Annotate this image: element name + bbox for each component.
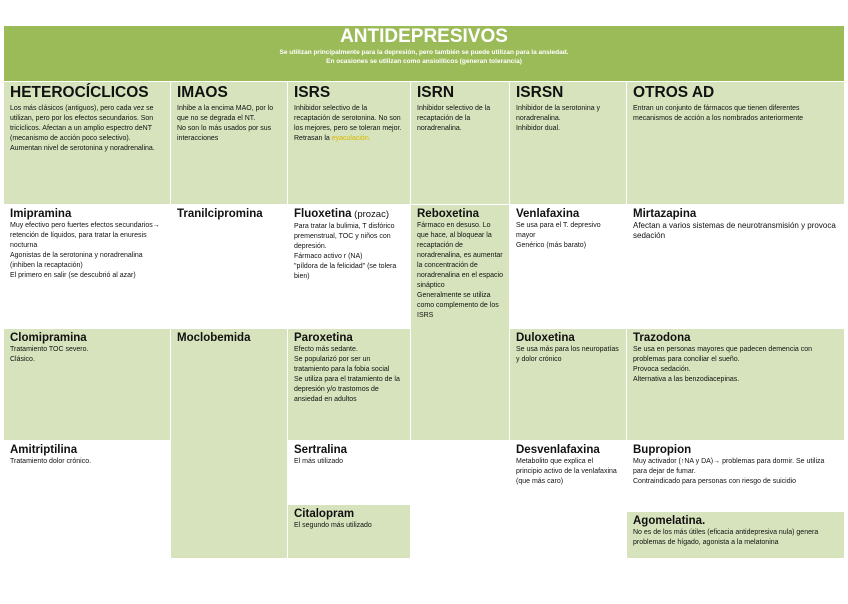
header-isrsn (510, 82, 626, 204)
drug-desc (633, 457, 838, 487)
drug-name: Sertralina (294, 444, 348, 456)
drug-name: Moclobemida (177, 332, 251, 344)
desc-line: Muy efectivo pero fuertes efectos secundarios→ retención de líquidos, para tratar la enuresis nocturna (10, 222, 160, 249)
header-imaos-desc (177, 104, 281, 144)
drug-name: Citalopram (294, 508, 355, 520)
drug-desc (417, 221, 503, 321)
drug-desc (516, 457, 620, 487)
header-heterociclicos-title: HETEROCÍCLICOS (10, 84, 149, 101)
drug-name: Clomipramina (10, 332, 87, 344)
header-heterociclicos (4, 82, 170, 204)
desc-line: Agonistas de la serotonina y noradrenalina (inhiben la recaptación) (10, 252, 143, 269)
desc-line: Se utiliza para el tratamiento de la depresión y/o trastornos de ansiedad en adultos (294, 376, 400, 403)
desc-line: Se usa en personas mayores que padecen demencia con problemas para conciliar el sueño. (633, 346, 813, 363)
page-title: ANTIDEPRESIVOS (340, 26, 508, 47)
drug-mirtazapina (627, 205, 844, 328)
drug-name: Mirtazapina (633, 208, 697, 220)
desc-line: Inhibidor selectivo de la recaptación de la noradrenalina. (417, 105, 491, 132)
desc-line: Clásico. (10, 356, 35, 363)
drug-tranilcipromina (171, 205, 287, 328)
drug-moclobemida (171, 329, 287, 558)
drug-name (294, 207, 404, 222)
desc-line: Inhibe a la encima MAO, por lo que no se degrada el NT. (177, 105, 274, 122)
desc-line: Metabolito que explica el principio activo de la venlafaxina (que más caro) (516, 458, 617, 485)
drug-duloxetina (510, 329, 626, 440)
desc-line: Se usa más para los neuropatías y dolor crónico (516, 346, 619, 363)
desc-line: Provoca sedación. (633, 366, 691, 373)
header-isrn (411, 82, 509, 204)
desc-line: No es de los más útiles (eficacia antidepresiva nula) genera problemas de hígado, agonista a la melatonina (633, 529, 819, 546)
drug-desvenlafaxina (510, 441, 626, 558)
desc-line: No son lo más usados por sus interacciones (177, 125, 272, 142)
drug-imipramina (4, 205, 170, 328)
drug-desc (633, 221, 838, 241)
desc-line: Contraindicado para personas con riesgo de suicidio (633, 478, 797, 485)
desc-line: Inhibidor selectivo de la recaptación de serotonina. No son los mejores, pero se toleran mejor. (294, 105, 402, 132)
title-banner (4, 26, 844, 82)
drug-paroxetina (288, 329, 410, 440)
drug-desc (633, 345, 838, 385)
drug-desc (294, 457, 404, 467)
desc-line: Para tratar la bulimia, T disfórico premenstrual, TOC y niños con depresión. (294, 223, 395, 250)
desc-line: Entran un conjunto de fármacos que tienen diferentes mecanismos de acción a los nombrados anteriormente (633, 105, 804, 122)
drug-desc (10, 345, 164, 365)
drug-desc (633, 528, 838, 548)
header-otros-title: OTROS AD (633, 84, 715, 101)
header-isrn-title: ISRN (417, 84, 455, 101)
drug-bupropion (627, 441, 844, 511)
drug-agomelatina (627, 512, 844, 558)
desc-line: Alternativa a las benzodiacepinas. (633, 376, 740, 383)
drug-name: Bupropion (633, 444, 692, 456)
desc-line: Tratamiento TOC severo. (10, 346, 89, 353)
desc-line: Afectan a varios sistemas de neurotransmisión y provoca sedación (633, 221, 836, 240)
desc-line: Fármaco en desuso. Lo que hace, al bloquear la recaptación de noradrenalina, es aumentar la concentración de noradrenalina en el espacio sináptico (417, 222, 504, 289)
drug-name: Agomelatina. (633, 515, 706, 527)
header-isrs (288, 82, 410, 204)
drug-desc (516, 345, 620, 365)
drug-name: Paroxetina (294, 332, 353, 344)
drug-desc (294, 222, 404, 282)
drug-reboxetina (411, 205, 509, 440)
drug-name: Venlafaxina (516, 208, 580, 220)
desc-line (294, 134, 404, 144)
desc-line: Genérico (más barato) (516, 242, 587, 249)
desc-line: Muy activador (↑NA y DA)→ problemas para dormir. Se utiliza para dejar de fumar. (633, 458, 825, 475)
desc-line: Fármaco activo r (NA) (294, 253, 363, 260)
drug-desc (10, 221, 164, 281)
header-imaos-title: IMAOS (177, 84, 228, 101)
desc-line: Tratamiento dolor crónico. (10, 458, 92, 465)
drug-name-paren: (prozac) (351, 209, 389, 220)
desc-line: Se popularizó por ser un tratamiento para la fobia social (294, 356, 390, 373)
desc-line: El primero en salir (se descubrió al azar) (10, 272, 136, 279)
isrn-empty (411, 441, 509, 558)
header-heterociclicos-desc (10, 104, 164, 154)
header-isrsn-desc (516, 104, 620, 134)
drug-sertralina (288, 441, 410, 504)
header-imaos (171, 82, 287, 204)
header-isrsn-title: ISRSN (516, 84, 564, 101)
antidepressant-table (4, 26, 844, 558)
eyaculacion-highlight: eyaculación. (331, 135, 371, 142)
desc-line: Inhibidor de la serotonina y noradrenalina. (516, 105, 601, 122)
header-isrs-title: ISRS (294, 84, 331, 101)
drug-name: Reboxetina (417, 208, 479, 220)
desc-line: Efecto más sedante. (294, 346, 358, 353)
drug-venlafaxina (510, 205, 626, 328)
drug-trazodona (627, 329, 844, 440)
drug-fluoxetina (288, 205, 410, 328)
desc-line: Inhibidor dual. (516, 125, 560, 132)
header-isrn-desc (417, 104, 503, 134)
drug-name: Imipramina (10, 208, 72, 220)
drug-name: Amitriptilina (10, 444, 78, 456)
desc-line: Se usa para el T. depresivo mayor (516, 222, 601, 239)
drug-name: Desvenlafaxina (516, 444, 600, 456)
desc-line: Aumentan nivel de serotonina y noradrenalina. (10, 145, 155, 152)
desc-line: Generalmente se utiliza como complemento de los ISRS (417, 292, 499, 319)
drug-desc (294, 345, 404, 405)
drug-citalopram (288, 505, 410, 558)
drug-amitriptilina (4, 441, 170, 558)
page-subtitle: Se utilizan principalmente para la depresión, pero también se puede utilizan para la ansiedad. En ocasiones se utilizan como ansiolíticos (generan tolerancia) (279, 49, 569, 65)
header-isrs-desc (294, 104, 404, 144)
drug-desc (10, 457, 164, 467)
drug-name-main: Fluoxetina (294, 208, 352, 220)
drug-clomipramina (4, 329, 170, 440)
header-otros-desc (633, 104, 838, 124)
retrasan-text: Retrasan la (294, 135, 332, 142)
drug-name: Duloxetina (516, 332, 575, 344)
drug-desc (294, 521, 404, 531)
header-otros (627, 82, 844, 204)
desc-line: "píldora de la felicidad" (se tolera bien) (294, 263, 397, 280)
drug-name: Tranilcipromina (177, 208, 263, 220)
desc-line: El más utilizado (294, 458, 344, 465)
desc-line: Los más clásicos (antiguos), pero cada vez se utilizan, pero por los efectos secundarios. Son tricíclicos. Afectan a un amplio espectro deNT (mecanismo de acción poco selectivo). (10, 105, 154, 142)
drug-desc (516, 221, 620, 251)
drug-name: Trazodona (633, 332, 691, 344)
desc-line: El segundo más utilizado (294, 522, 372, 529)
